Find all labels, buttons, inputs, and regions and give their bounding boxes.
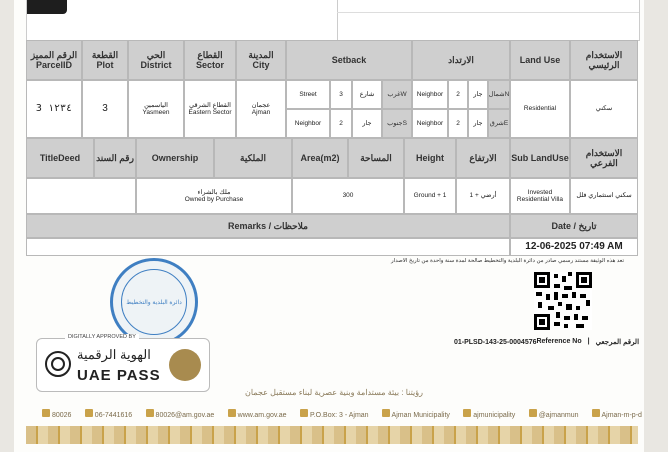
reference-label-ar: الرقم المرجعي [595, 339, 640, 346]
setback-e-dir [488, 109, 510, 138]
mailbox-icon [300, 409, 308, 417]
sub-land-use-value-en [510, 178, 570, 214]
contact-strip [42, 408, 642, 420]
setback-s-dir-text: جنوبS [387, 119, 407, 127]
city-en: City [252, 60, 270, 70]
date-value [510, 238, 638, 256]
extension-ar: الارتداد [448, 54, 474, 65]
setback-en: Setback [331, 54, 367, 65]
sub-land-use-value-ar [570, 178, 638, 214]
header-city [236, 40, 286, 80]
reference-label-en: Reference No [536, 338, 582, 345]
qr-code-icon [534, 272, 592, 330]
district-ar: الحي [146, 49, 166, 60]
setback-e-value-text: 2 [456, 119, 460, 127]
youtube-icon [592, 409, 600, 417]
setback-e-type [468, 109, 488, 138]
header-setback [286, 40, 412, 80]
stamp-text: دائرة البلدية والتخطيط [126, 299, 182, 306]
setback-e-value [448, 109, 468, 138]
fingerprint-icon [45, 351, 71, 377]
sector-en: Sector [195, 60, 224, 70]
setback-s-dir [382, 109, 412, 138]
city-ar: المدينة [248, 49, 274, 60]
validity-note-text: تعد هذه الوثيقة مستند رسمي صادر من دائرة البلدية والتخطيط صالحة لمدة سنة واحدة من تاريخ الاصدار [391, 258, 624, 264]
setback-w-neighbor [286, 80, 330, 109]
contact-phone [42, 409, 71, 419]
remarks-header [26, 214, 510, 238]
area-value [292, 178, 404, 214]
sub-land-use-ar: الاستخدام الفرعي [585, 147, 623, 168]
sector-value-en: Eastern Sector [188, 109, 232, 116]
sub-land-use-value-ar-text: سكني استثماري فلل [576, 192, 632, 200]
district-value [128, 80, 184, 138]
height-value-en [404, 178, 456, 214]
height-value-en-text: Ground + 1 [413, 192, 447, 200]
header-height-en [404, 138, 456, 178]
contact-youtube-text: Ajman-m-p-d [601, 412, 642, 419]
land-use-value-ar [570, 80, 638, 138]
uae-pass-ar [77, 347, 151, 363]
parcel-id-en: ParcelID [35, 60, 73, 70]
height-ar: الارتفاع [469, 152, 497, 163]
phone-icon [42, 409, 50, 417]
setback-n-dir [488, 80, 510, 109]
validity-note [214, 258, 624, 268]
remarks-body [26, 238, 510, 256]
qr-code [534, 272, 592, 330]
uae-pass-approved-text: DIGITALLY APPROVED BY [68, 334, 136, 340]
contact-instagram [463, 409, 515, 419]
plot-text: 3 [102, 103, 108, 115]
contact-twitter [529, 409, 579, 419]
stamp-inner-ring [121, 269, 187, 335]
header-land-use-en [510, 40, 570, 80]
city-value-ar: عجمان [251, 101, 271, 109]
plot-value [82, 80, 128, 138]
setback-n-value [448, 80, 468, 109]
setback-n-type-text: جار [473, 90, 483, 98]
ownership-value [136, 178, 292, 214]
plot-ar: القطعة [91, 49, 119, 60]
reference-labels [536, 338, 639, 346]
reference-row [294, 336, 639, 348]
sub-land-use-en: Sub LandUse [511, 152, 569, 163]
sector-ar: القطاع [197, 49, 223, 60]
setback-w-neighbor-text: Street [299, 90, 317, 98]
fax-icon [85, 409, 93, 417]
uae-pass-en-text: UAE PASS [77, 367, 161, 384]
vision-text: رؤيتنا : بيئة مستدامة وبنية عصرية لبناء مستقبل عجمان [245, 388, 423, 397]
sector-value [184, 80, 236, 138]
setback-n-type [468, 80, 488, 109]
header-sub-land-use-ar [570, 138, 638, 178]
parcel-id-value [26, 80, 82, 138]
setback-w-type [352, 80, 382, 109]
contact-fax-text: 06-7441616 [94, 412, 133, 419]
date-label: Date / تاريخ [551, 220, 597, 231]
setback-s-value [330, 109, 352, 138]
mail-icon [146, 409, 154, 417]
setback-e-neighbor [412, 109, 448, 138]
land-use-en: Land Use [519, 54, 561, 65]
setback-n-neighbor [412, 80, 448, 109]
height-value-ar [456, 178, 510, 214]
ownership-ar: الملكية [240, 152, 266, 163]
parcel-id-ar: الرقم المميز [30, 49, 78, 60]
banner-divider [337, 0, 338, 40]
contact-twitter-text: @ajmanmun [538, 412, 579, 419]
city-value [236, 80, 286, 138]
official-stamp [110, 258, 198, 346]
header-parcel-id [26, 40, 82, 80]
header-extension [412, 40, 510, 80]
setback-n-neighbor-text: Neighbor [416, 90, 444, 98]
setback-s-value-text: 2 [339, 119, 343, 127]
setback-s-neighbor [286, 109, 330, 138]
setback-w-dir-text: غربW [387, 90, 407, 98]
land-use-ar: الاستخدام الرئيسي [585, 49, 623, 70]
height-value-ar-text: أرضي + 1 [469, 192, 497, 200]
header-sub-land-use-en [510, 138, 570, 178]
uae-pass-badge [36, 334, 210, 392]
header-height-ar [456, 138, 510, 178]
setback-w-dir [382, 80, 412, 109]
header-district [128, 40, 184, 80]
facebook-icon [382, 409, 390, 417]
setback-s-neighbor-text: Neighbor [294, 119, 322, 127]
header-land-use-ar [570, 40, 638, 80]
setback-s-type-text: جار [362, 119, 372, 127]
reference-separator: | [587, 338, 590, 345]
header-ownership-ar [214, 138, 292, 178]
area-value-text: 300 [342, 192, 354, 200]
land-use-value-ar-text: سكني [595, 105, 613, 113]
contact-facebook [382, 409, 450, 419]
header-area-ar [348, 138, 404, 178]
sub-land-use-value-en-text: Invested Residential Villa [516, 188, 564, 203]
instagram-icon [463, 409, 471, 417]
land-use-value-en [510, 80, 570, 138]
reference-value: 01-PLSD-143-25-0004576 [454, 338, 537, 346]
decorative-band [26, 426, 638, 444]
setback-w-type-text: شارع [359, 90, 375, 98]
globe-icon [228, 409, 236, 417]
contact-phone-text: 80026 [51, 412, 72, 419]
district-en: District [140, 60, 172, 70]
contact-instagram-text: ajmunicipality [473, 412, 516, 419]
contact-facebook-text: Ajman Municipality [391, 412, 450, 419]
setback-n-value-text: 2 [456, 90, 460, 98]
header-sector [184, 40, 236, 80]
remarks-text: Remarks / ملاحظات [228, 220, 308, 231]
sector-value-ar: القطاع الشرقي [189, 101, 231, 109]
setback-e-dir-text: شرقE [489, 119, 509, 127]
district-value-ar: الياسمين [144, 101, 168, 109]
plot-en: Plot [96, 60, 114, 70]
contact-web [228, 409, 287, 419]
setback-e-type-text: جار [473, 119, 483, 127]
header-deed-ar [94, 138, 136, 178]
setback-n-dir-text: شمالN [488, 90, 510, 98]
document-page [14, 0, 644, 452]
header-ownership-en [136, 138, 214, 178]
ajman-logo [27, 0, 67, 14]
date-header [510, 214, 638, 238]
seal-icon [169, 349, 201, 381]
setback-e-neighbor-text: Neighbor [416, 119, 444, 127]
header-plot [82, 40, 128, 80]
contact-web-text: www.am.gov.ae [237, 412, 287, 419]
twitter-icon [529, 409, 537, 417]
city-value-en: Ajman [251, 109, 271, 116]
title-deed-ar: رقم السند [96, 152, 134, 163]
uae-pass-en [77, 367, 161, 384]
height-en: Height [416, 152, 444, 163]
contact-email [146, 409, 215, 419]
uae-pass-ar-text: الهوية الرقمية [77, 347, 151, 362]
contact-email-text: 80026@am.gov.ae [155, 412, 215, 419]
title-deed-value [26, 178, 136, 214]
ownership-en: Ownership [151, 152, 199, 163]
vision-statement [224, 388, 444, 400]
header-area-en [292, 138, 348, 178]
banner-rule [337, 12, 639, 13]
title-deed-en: TitleDeed [39, 152, 81, 163]
contact-youtube [592, 409, 642, 419]
district-value-en: Yasmeen [142, 109, 170, 116]
contact-fax [85, 409, 132, 419]
uae-pass-approved [65, 334, 139, 340]
header-title-deed [26, 138, 94, 178]
setback-s-type [352, 109, 382, 138]
area-ar: المساحة [360, 152, 392, 163]
top-banner [26, 0, 640, 41]
ownership-value-ar: ملك بالشراء [197, 188, 231, 196]
setback-w-value [330, 80, 352, 109]
date-value-text: 12-06-2025 07:49 AM [525, 241, 623, 253]
contact-pobox [300, 409, 369, 419]
land-use-value-en-text: Residential [523, 105, 557, 113]
parcel-id-text: 3 ١٢٣٤ [35, 103, 73, 115]
setback-w-value-text: 3 [339, 90, 343, 98]
contact-pobox-text: P.O.Box: 3 - Ajman [309, 412, 369, 419]
ownership-value-en: Owned by Purchase [184, 196, 244, 203]
area-en: Area(m2) [300, 152, 340, 163]
